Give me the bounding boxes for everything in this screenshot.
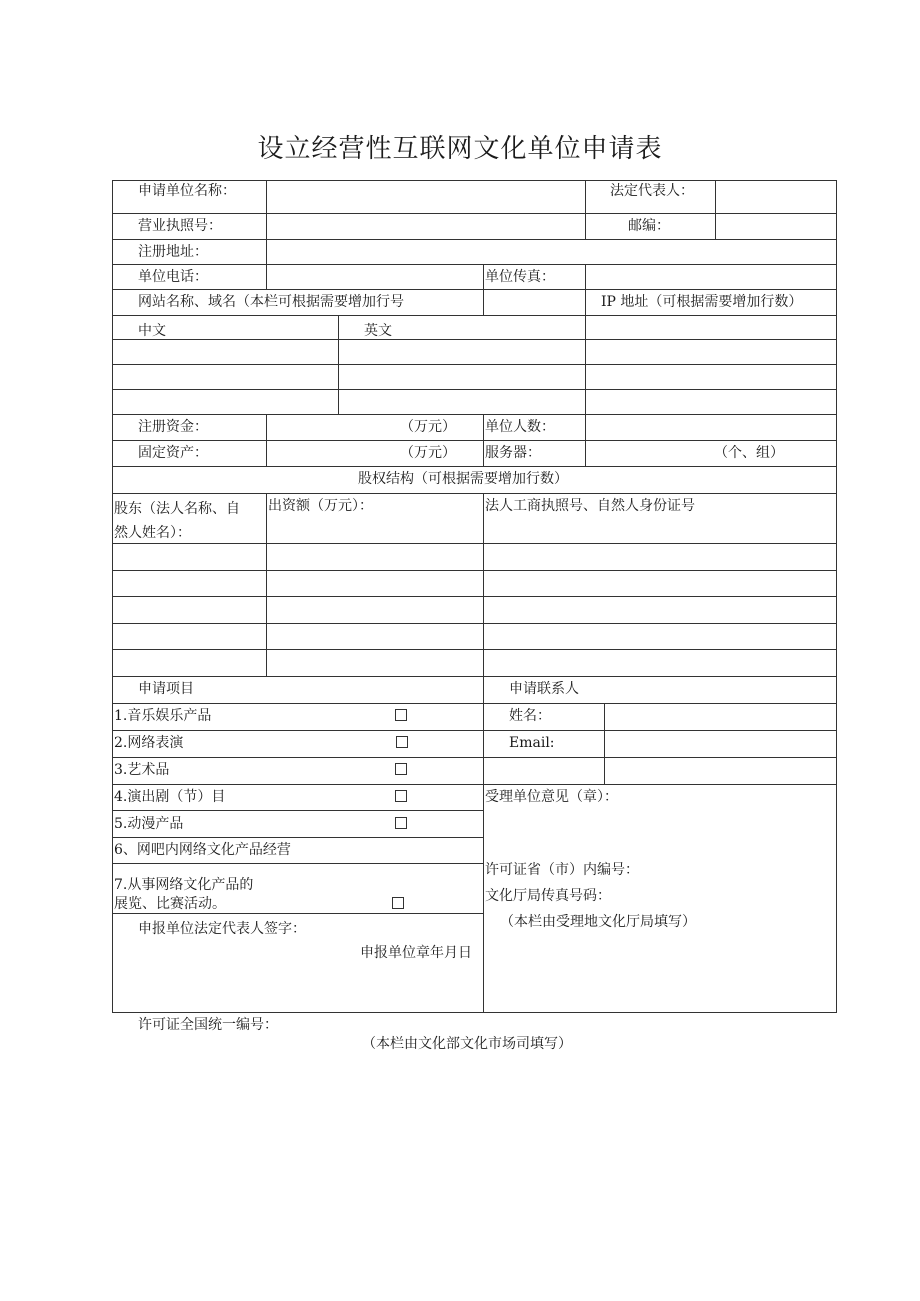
assets-label: 固定资产： — [138, 445, 208, 461]
capital-unit: （万元） — [400, 419, 456, 435]
footer-note: （本栏由文化部文化市场司填写） — [362, 1036, 572, 1052]
phone-label: 单位电话： — [138, 269, 208, 285]
fax-field[interactable] — [586, 265, 835, 288]
item-label: 2.网络表演 — [114, 735, 184, 751]
ip-label: IP 地址（可根据需要增加行数） — [601, 294, 803, 310]
items-heading: 申请项目 — [138, 681, 194, 697]
contact-name-field[interactable] — [605, 704, 835, 729]
fax-number-label: 文化厅局传真号码： — [485, 888, 611, 904]
equity-heading: 股权结构（可根据需要增加行数） — [358, 471, 568, 487]
signature-label: 申报单位法定代表人签字： — [138, 921, 306, 937]
id-col: 法人工商执照号、自然人身份证号 — [485, 498, 695, 514]
shareholder-col-line1: 股东（法人名称、自 — [114, 501, 240, 517]
contact-heading: 申请联系人 — [509, 681, 579, 697]
assets-unit: （万元） — [400, 445, 456, 461]
contact-email-label: Email: — [509, 735, 555, 751]
item6-label: 6、网吧内网络文化产品经营 — [114, 842, 291, 858]
fax-label: 单位传真： — [485, 269, 555, 285]
review-note: （本栏由受理地文化厅局填写） — [500, 914, 696, 930]
seal-date-label: 申报单位章年月日 — [360, 945, 472, 961]
item7-label-line1: 7.从事网络文化产品的 — [114, 877, 254, 893]
page-title: 设立经营性互联网文化单位申请表 — [257, 134, 663, 164]
investment-col: 出资额（万元）： — [268, 498, 373, 514]
postcode-label: 邮编： — [628, 218, 670, 234]
item-checkbox[interactable] — [395, 817, 407, 829]
contact-extra-field[interactable] — [605, 758, 835, 783]
server-label: 服务器： — [485, 445, 541, 461]
item7-checkbox[interactable] — [392, 897, 404, 909]
phone-field[interactable] — [267, 265, 482, 288]
shareholder-col-line2: 然人姓名）： — [114, 525, 191, 541]
server-unit: （个、组） — [714, 445, 784, 461]
license-no-label: 营业执照号： — [138, 218, 222, 234]
item-checkbox[interactable] — [396, 736, 408, 748]
staff-field[interactable] — [586, 415, 835, 439]
contact-name-label: 姓名： — [509, 708, 551, 724]
applicant-name-label: 申请单位名称： — [138, 183, 236, 199]
legal-rep-label: 法定代表人： — [610, 183, 694, 199]
national-permit-no: 许可证全国统一编号： — [138, 1017, 278, 1033]
address-label: 注册地址： — [138, 244, 208, 260]
postcode-field[interactable] — [716, 214, 835, 238]
item-label: 4.演出剧（节）目 — [114, 789, 226, 805]
item-label: 3.艺术品 — [114, 762, 170, 778]
address-field[interactable] — [267, 240, 835, 263]
english-label: 英文 — [364, 323, 392, 339]
capital-label: 注册资金： — [138, 419, 208, 435]
legal-rep-field[interactable] — [716, 181, 835, 212]
applicant-name-field[interactable] — [267, 181, 584, 212]
staff-label: 单位人数： — [485, 419, 555, 435]
item-checkbox[interactable] — [395, 709, 407, 721]
permit-province-no: 许可证省（市）内编号： — [485, 862, 639, 878]
license-no-field[interactable] — [267, 214, 584, 238]
signature-area[interactable] — [113, 914, 482, 1011]
chinese-label: 中文 — [138, 323, 166, 339]
item-label: 1.音乐娱乐产品 — [114, 708, 212, 724]
item-label: 5.动漫产品 — [114, 816, 184, 832]
item-checkbox[interactable] — [395, 790, 407, 802]
contact-email-field[interactable] — [605, 731, 835, 756]
review-opinion-label: 受理单位意见（章）： — [485, 789, 618, 805]
website-label: 网站名称、域名（本栏可根据需要增加行号 — [138, 294, 404, 310]
item-checkbox[interactable] — [395, 763, 407, 775]
item7-label-line2: 展览、比赛活动。 — [114, 896, 226, 912]
